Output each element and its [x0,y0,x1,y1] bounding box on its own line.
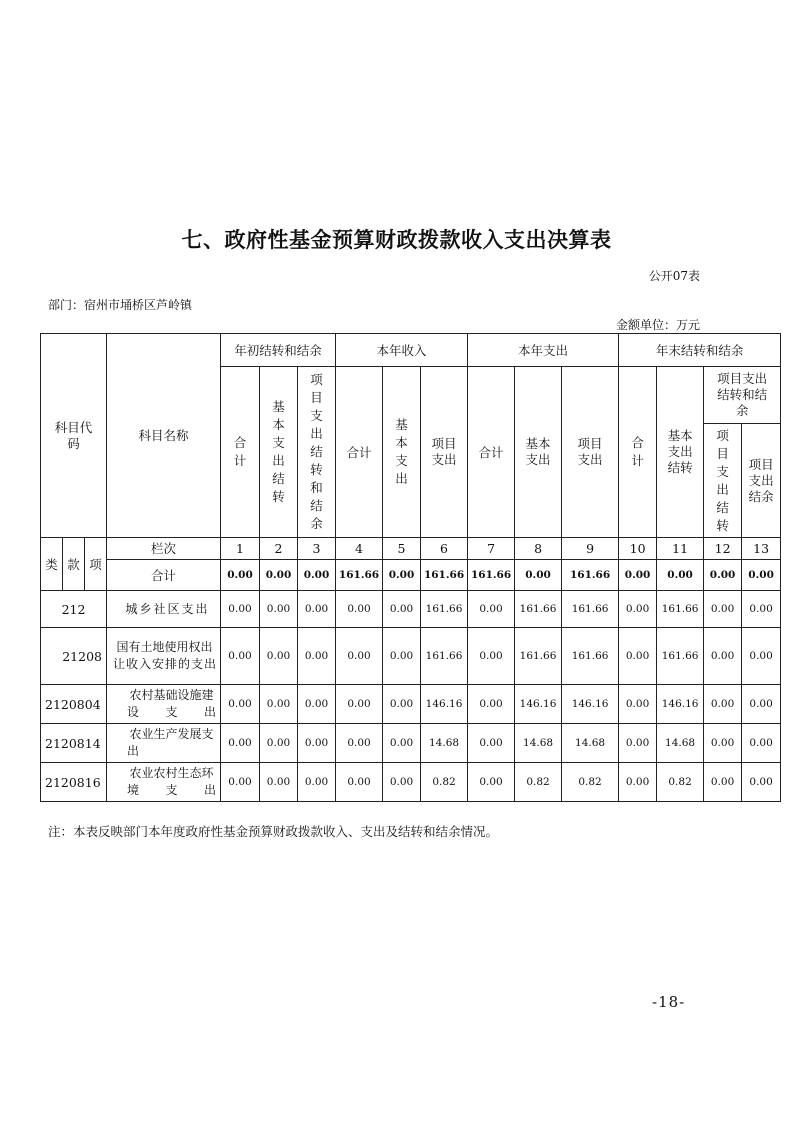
row-value: 0.00 [221,763,260,802]
amount-unit: 金额单位：万元 [615,318,700,332]
row-value: 0.00 [742,685,781,724]
row-value: 0.00 [742,591,781,628]
table-row [41,685,781,724]
total-cell: 0.00 [260,560,298,591]
total-cell: 0.00 [221,560,260,591]
row-value: 0.82 [421,763,468,802]
row-value: 161.66 [421,628,468,685]
row-name: 农业生产发展支出 [107,724,221,763]
row-code: 2120816 [41,763,107,802]
row-value: 14.68 [562,724,619,763]
end-basic-carry-header: 基本支出结转 [657,367,704,538]
row-value: 0.00 [704,763,742,802]
row-value: 0.00 [383,628,421,685]
total-cell: 0.00 [657,560,704,591]
group-expense-header: 本年支出 [468,334,619,367]
row-value: 0.00 [383,763,421,802]
column-number: 1 [221,538,260,560]
row-value: 0.00 [260,724,298,763]
row-code: 212 [41,591,107,628]
row-value: 0.00 [221,685,260,724]
column-number: 2 [260,538,298,560]
income-project-header: 项目支出 [421,367,468,538]
row-value: 0.00 [336,628,383,685]
row-name: 农村基础设施建设支出 [107,685,221,724]
row-value: 0.00 [260,591,298,628]
row-value: 0.00 [260,628,298,685]
row-value: 161.66 [421,591,468,628]
row-value: 161.66 [515,628,562,685]
total-cell: 0.00 [619,560,657,591]
column-number: 12 [704,538,742,560]
column-number: 8 [515,538,562,560]
end-total-header: 合计 [619,367,657,538]
row-value: 161.66 [515,591,562,628]
department-label: 部门：宿州市埇桥区芦岭镇 [48,298,193,312]
begin-total-header: 合计 [221,367,260,538]
row-value: 0.00 [298,763,336,802]
row-value: 0.00 [298,628,336,685]
category-lei-header: 类 [41,538,63,591]
subject-name-header: 科目名称 [107,334,221,538]
row-value: 146.16 [515,685,562,724]
row-value: 0.00 [704,724,742,763]
column-index-row [41,538,781,560]
row-value: 0.00 [336,591,383,628]
begin-basic-carry-header: 基本支出结转 [260,367,298,538]
row-value: 0.00 [468,763,515,802]
row-value: 0.00 [383,591,421,628]
row-value: 14.68 [515,724,562,763]
row-value: 146.16 [657,685,704,724]
row-value: 0.00 [619,628,657,685]
row-value: 0.00 [383,685,421,724]
row-code: 21208 [41,628,107,685]
column-number: 6 [421,538,468,560]
total-cell: 0.00 [515,560,562,591]
row-value: 0.00 [221,628,260,685]
row-value: 0.00 [298,591,336,628]
row-value: 14.68 [657,724,704,763]
total-cell: 161.66 [336,560,383,591]
total-cell: 161.66 [468,560,515,591]
row-value: 0.00 [336,724,383,763]
column-index-label: 栏次 [107,538,221,560]
table-number: 公开07表 [648,269,700,283]
page-title: 七、政府性基金预算财政拨款收入支出决算表 [181,228,612,252]
column-number: 11 [657,538,704,560]
row-value: 0.00 [468,628,515,685]
total-cell: 161.66 [421,560,468,591]
row-value: 0.00 [468,685,515,724]
row-value: 0.00 [704,628,742,685]
budget-table [40,333,781,802]
group-income-header: 本年收入 [336,334,468,367]
row-value: 0.82 [515,763,562,802]
table-row [41,724,781,763]
row-code: 2120814 [41,724,107,763]
row-value: 0.00 [742,763,781,802]
row-value: 0.00 [383,724,421,763]
row-value: 0.00 [619,763,657,802]
total-cell: 161.66 [562,560,619,591]
column-number: 7 [468,538,515,560]
row-value: 0.00 [221,591,260,628]
row-name: 农业农村生态环境支出 [107,763,221,802]
row-value: 0.00 [619,724,657,763]
row-value: 0.00 [468,724,515,763]
row-value: 0.00 [468,591,515,628]
subject-code-header: 科目代码 [41,334,107,538]
table-row [41,763,781,802]
row-value: 0.82 [562,763,619,802]
row-value: 146.16 [562,685,619,724]
column-number: 10 [619,538,657,560]
table-row [41,628,781,685]
column-number: 4 [336,538,383,560]
row-name: 城乡社区支出 [107,591,221,628]
column-number: 5 [383,538,421,560]
total-cell: 0.00 [742,560,781,591]
row-value: 146.16 [421,685,468,724]
footnote: 注：本表反映部门本年度政府性基金预算财政拨款收入、支出及结转和结余情况。 [48,824,499,839]
row-value: 0.00 [619,591,657,628]
row-value: 0.00 [221,724,260,763]
begin-project-carry-surplus-header: 项目支出结转和结余 [298,367,336,538]
category-kuan-header: 款 [63,538,85,591]
row-value: 161.66 [657,628,704,685]
row-value: 0.00 [336,763,383,802]
row-value: 161.66 [562,628,619,685]
row-value: 0.00 [260,763,298,802]
end-project-group-header: 项目支出结转和结余 [704,367,781,424]
end-project-surplus-header: 项目支出结余 [742,424,781,538]
row-value: 0.00 [742,724,781,763]
row-value: 0.82 [657,763,704,802]
header-row-1 [41,334,781,367]
expense-basic-header: 基本支出 [515,367,562,538]
row-code: 2120804 [41,685,107,724]
total-cell: 0.00 [298,560,336,591]
expense-project-header: 项目支出 [562,367,619,538]
row-value: 0.00 [298,724,336,763]
row-value: 14.68 [421,724,468,763]
row-value: 0.00 [298,685,336,724]
row-value: 161.66 [657,591,704,628]
row-value: 0.00 [619,685,657,724]
row-value: 0.00 [704,685,742,724]
row-value: 0.00 [336,685,383,724]
column-number: 3 [298,538,336,560]
total-cell: 0.00 [704,560,742,591]
column-number: 9 [562,538,619,560]
total-row [41,560,781,591]
total-row-label: 合计 [107,560,221,591]
group-begin-header: 年初结转和结余 [221,334,336,367]
page-number: -18- [652,993,686,1011]
end-project-carry-header: 项目支出结转 [704,424,742,538]
expense-total-header: 合计 [468,367,515,538]
income-basic-header: 基本支出 [383,367,421,538]
group-end-header: 年末结转和结余 [619,334,781,367]
row-value: 161.66 [562,591,619,628]
column-number: 13 [742,538,781,560]
table-row [41,591,781,628]
income-total-header: 合计 [336,367,383,538]
total-cell: 0.00 [383,560,421,591]
category-xiang-header: 项 [85,538,107,591]
row-name: 国有土地使用权出让收入安排的支出 [107,628,221,685]
row-value: 0.00 [742,628,781,685]
row-value: 0.00 [704,591,742,628]
row-value: 0.00 [260,685,298,724]
